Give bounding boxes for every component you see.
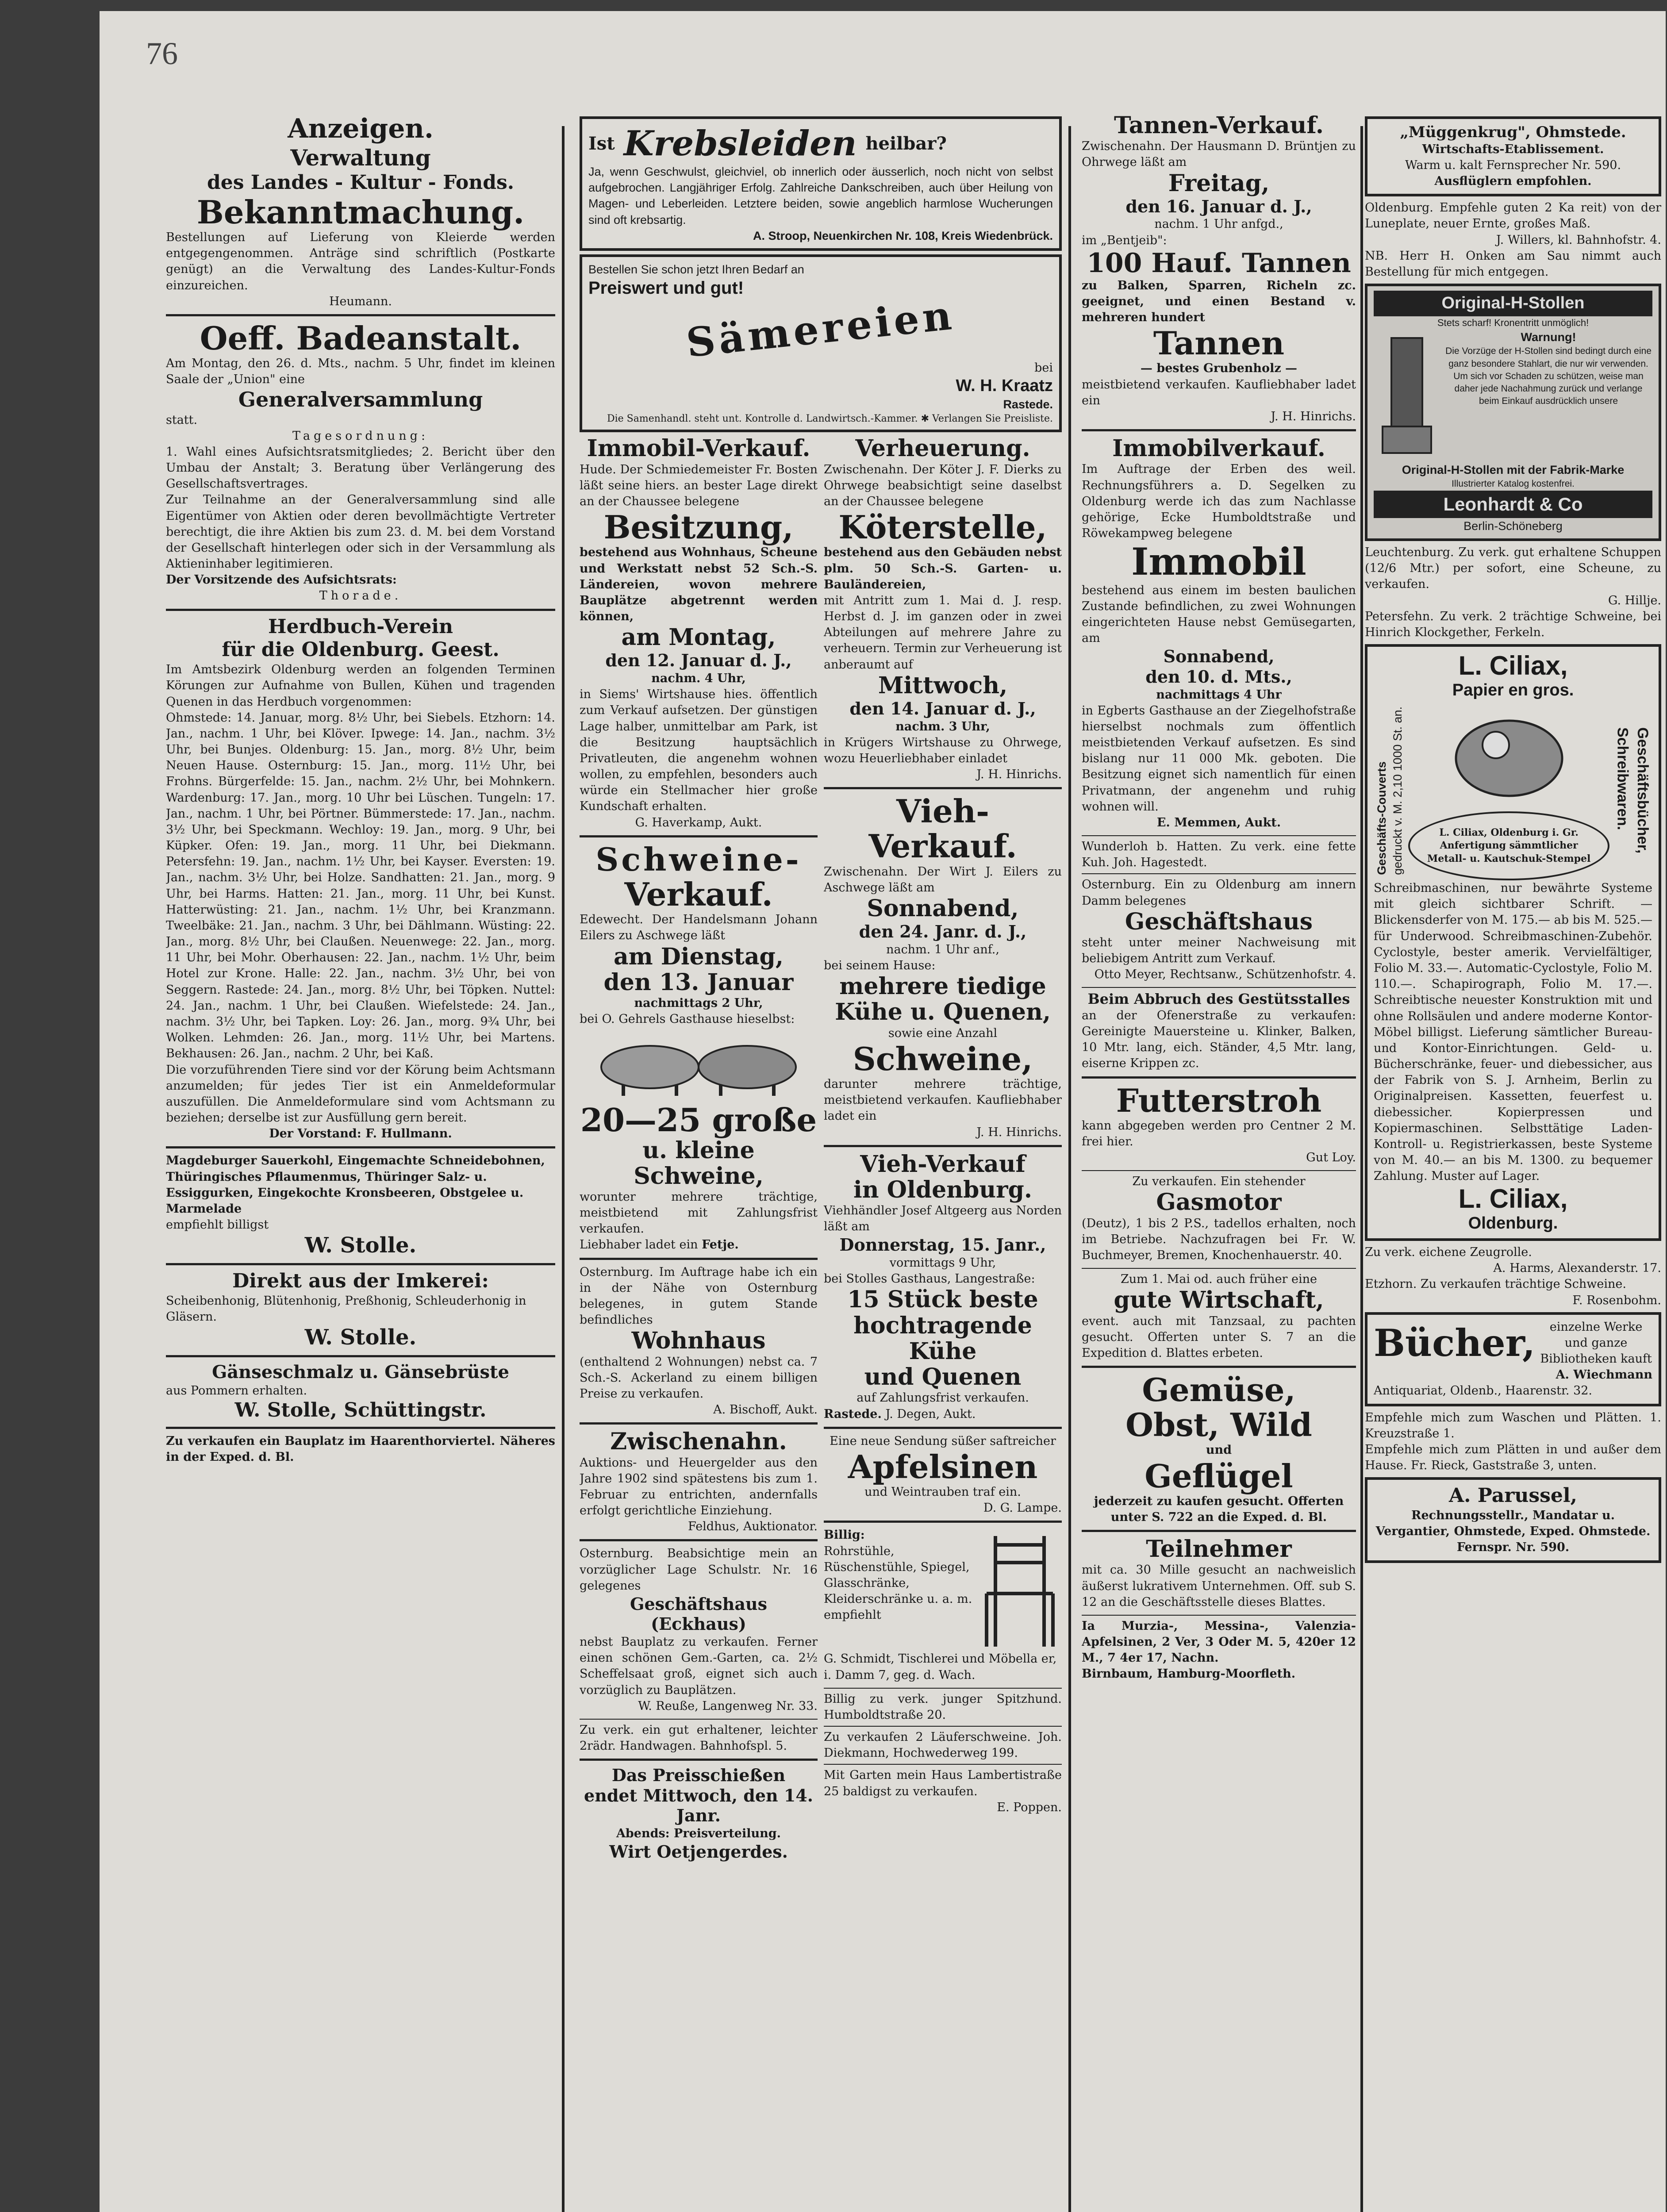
subcolumn-left <box>580 436 818 1866</box>
ad-text: Scheibenhonig, Blütenhonig, Preßhonig, Schleuderhonig in Gläsern. <box>166 1294 526 1324</box>
divider <box>1082 1268 1356 1269</box>
ad-signature: G. Hillje. <box>1608 593 1661 607</box>
divider <box>824 1427 1062 1429</box>
ad-text: Edewecht. Der Handelsmann Johann Eilers zu Aschwege läßt <box>580 913 818 943</box>
column-4 <box>1082 113 1356 2212</box>
herdbuch-ad <box>166 615 555 1142</box>
ad-headline: gute Wirtschaft, <box>1114 1286 1324 1314</box>
ad-headline: Verkauf. <box>624 875 773 913</box>
ad-text: Im Amtsbezirk Oldenburg werden an folgenden Terminen Körungen zur Aufnahme von Bullen, Kühen und tragenden Quenen in das Herdbuch vorgenommen: <box>166 663 555 709</box>
ad-headline: Geschäftshaus <box>1125 908 1313 935</box>
ad-footer: Die Samenhandl. steht unt. Kontrolle d. Landwirtsch.-Kammer. ✱ Verlangen Sie Preisliste. <box>607 413 1053 424</box>
ad-date: Freitag, <box>1168 169 1270 197</box>
ad-text: mit ca. 30 Mille gesucht an nachweislich äußerst lukrativem Unternehmen. Off. sub S. 12 an die Geschäftsstelle dieses Blattes. <box>1082 1563 1356 1609</box>
ad-signature: Gut Loy. <box>1306 1151 1356 1165</box>
haus-ad: Mit Garten mein Haus Lambertistraße 25 baldigst zu verkaufen. <box>824 1768 1062 1798</box>
seal-text: L. Ciliax, Oldenburg i. Gr. Anfertigung sämmtlicher Metall- u. Kautschuk-Stempel <box>1427 826 1591 864</box>
ad-text: meistbietend verkaufen. Kaufliebhaber ladet ein <box>1082 377 1356 407</box>
ad-vertical-text: Schreibwaren. <box>1614 727 1631 830</box>
plaetten-ad: Empfehle mich zum Plätten in und außer dem Hause. Fr. Rieck, Gaststraße 3, unten. <box>1365 1442 1661 1473</box>
ad-text: Illustrierter Katalog kostenfrei. <box>1452 479 1575 489</box>
divider <box>1082 1615 1356 1616</box>
stolle-ad-3 <box>166 1362 555 1422</box>
ad-date: den 13. Januar <box>603 968 794 996</box>
ad-signature: W. Reuße, Langenweg Nr. 33. <box>638 1699 818 1713</box>
ad-signature: W. Stolle, Schüttingstr. <box>234 1398 487 1421</box>
ad-text: bei seinem Hause: <box>824 958 936 972</box>
ad-signature-name: Thorade. <box>319 589 402 603</box>
ad-heading: „Müggenkrug", Ohmstede. <box>1400 123 1626 141</box>
horseshoe-stud-illustration <box>1374 329 1440 462</box>
ad-text: bestehend aus einem im besten baulichen Zustande befindlichen, zu zwei Wohnungen eingerichteten Hause nebst Gemüsegarten, am <box>1082 583 1356 645</box>
ad-text: Original-H-Stollen mit der Fabrik-Marke <box>1402 463 1625 477</box>
stolle-ad-2 <box>166 1270 555 1351</box>
ad-signature: J. H. Hinrichs. <box>976 1125 1062 1139</box>
ad-text: darunter mehrere trächtige, meistbietend verkaufen. Kaufliebhaber ladet ein <box>824 1077 1062 1123</box>
column-rule <box>1360 126 1363 2212</box>
futterstroh-ad <box>1082 1083 1356 1166</box>
ad-pre: Ist <box>588 133 615 154</box>
ad-text: Zu verkaufen. Ein stehender <box>1132 1175 1306 1189</box>
wirtschaft-ad <box>1082 1271 1356 1361</box>
heu-ad: Oldenburg. Empfehle guten 2 Ka reit) von der Luneplate, neuer Ernte, großes Maß. <box>1365 201 1661 231</box>
ad-date: am Montag, <box>621 624 776 651</box>
ad-headline: Obst, Wild <box>1125 1406 1312 1444</box>
ad-text: Die Vorzüge der H-Stollen sind bedingt durch eine ganz besondere Stahlart, die nur wir verwenden. Um sich vor Schaden zu schützen, weise man daher jede Nachahmung zurück und verlange beim Einkauf ausdrücklich unsere <box>1445 346 1652 406</box>
ad-headline: mehrere tiedige <box>839 973 1046 1000</box>
ad-signature: Fetje. <box>702 1238 739 1252</box>
ad-heading: Immobil-Verkauf. <box>587 435 810 462</box>
divider <box>1082 1076 1356 1079</box>
ad-text: und Weintrauben traf ein. <box>864 1485 1021 1499</box>
immobil-verkauf-ad <box>580 436 818 830</box>
vieh-verkauf-ad-1 <box>824 794 1062 1140</box>
column-5 <box>1365 113 1661 2212</box>
ad-place: Rastede. <box>1003 397 1053 411</box>
ad-vertical-text: gedruckt v. M. 2,10 1000 St. an. <box>1391 706 1405 875</box>
ad-text: Auktions- und Heuergelder aus den Jahre 1902 sind spätestens bis zum 1. Februar zu entrichten, andernfalls erfolgt gerichtliche Einziehung. <box>580 1455 818 1518</box>
ad-headline: 20—25 große <box>580 1101 817 1139</box>
chair-illustration <box>978 1527 1062 1651</box>
ad-text: kann abgegeben werden pro Centner 2 M. frei hier. <box>1082 1118 1356 1148</box>
ad-text: (Deutz), 1 bis 2 P.S., tadellos erhalten, noch im Betriebe. Nachzufragen bei Fr. W. Buchmeyer, Bremen, Knochenhauerstr. 40. <box>1082 1216 1356 1263</box>
divider <box>166 1146 555 1148</box>
etzhorn-ad: Etzhorn. Zu verkaufen trächtige Schweine. <box>1365 1277 1626 1291</box>
divider <box>824 1688 1062 1689</box>
ad-place: Rastede. <box>824 1407 882 1421</box>
ad-text: aus Pommern erhalten. <box>166 1383 307 1398</box>
ad-headline: Geflügel <box>1145 1457 1293 1495</box>
ad-text: Ja, wenn Geschwulst, gleichviel, ob innerlich oder äusserlich, noch nicht von selbst aufgebrochen. Langjähriger Erfolg. Zahlreiche Dankschreiben, auch über Heilung von Magen- und Leberleiden. Letztere beiden, sowie angeblich harmlose Wucherungen sind oft krebsartig. <box>588 165 1053 227</box>
column-1 <box>166 113 555 2212</box>
ad-headline: endet Mittwoch, den 14. Janr. <box>584 1785 813 1826</box>
ads-title: Anzeigen. <box>288 113 434 144</box>
ad-text: Zum 1. Mai od. auch früher eine <box>1120 1272 1317 1286</box>
divider <box>1082 1530 1356 1532</box>
ad-text: Zwischenahn. Der Hausmann D. Brüntjen zu Ohrwege läßt am <box>1082 139 1356 169</box>
ad-headline: Apfelsinen <box>848 1448 1038 1486</box>
ad-text: Hude. Der Schmiedemeister Fr. Bosten läßt seine hiers. an bester Lage direkt an der Chaussee belegene <box>580 462 818 509</box>
ad-headline: Schweine, <box>853 1040 1033 1078</box>
ad-text: Ausflüglern empfohlen. <box>1434 174 1592 188</box>
divider <box>580 835 818 837</box>
laeuferschweine-ad: Zu verkaufen 2 Läuferschweine. Joh. Diekmann, Hochwederweg 199. <box>824 1730 1062 1760</box>
ad-text: und <box>1206 1443 1232 1457</box>
ad-heading: Beim Abbruch des Gestütsstalles <box>1087 991 1350 1008</box>
ad-signature: J. H. Hinrichs. <box>976 768 1062 782</box>
krebs-ad <box>580 116 1062 251</box>
spitzhund-ad: Billig zu verk. junger Spitzhund. Humboldtstraße 20. <box>824 1692 1062 1722</box>
ad-text: in Krügers Wirtshause zu Ohrwege, wozu Heuerliebhaber einladet <box>824 735 1062 765</box>
ad-time: nachm. 4 Uhr, <box>651 672 746 686</box>
divider <box>166 1427 555 1429</box>
ad-headline: Besitzung, <box>603 508 794 546</box>
petersfehn-ad: Petersfehn. Zu verk. 2 trächtige Schweine, bei Hinrich Klockgether, Ferkeln. <box>1365 609 1661 639</box>
ciliax-ad <box>1365 644 1661 1241</box>
ad-signature: Birnbaum, Hamburg-Moorfleth. <box>1082 1667 1296 1681</box>
immobilverkauf-ad <box>1082 436 1356 831</box>
ad-headline: Vieh-Verkauf <box>860 1150 1026 1178</box>
ad-text: bestehend aus den Gebäuden nebst plm. 50 Sch.-S. Garten- u. Bauländereien, <box>824 545 1062 591</box>
rhinoceros-illustration <box>1443 705 1575 807</box>
ad-headline: hochtragende Kühe <box>853 1312 1032 1365</box>
ad-subheading: Papier en gros. <box>1452 681 1574 700</box>
bauplatz-ad: Zu verkaufen ein Bauplatz im Haarenthorviertel. Näheres in der Exped. d. Bl. <box>166 1434 555 1464</box>
ad-headline: Kühe u. Quenen, <box>835 998 1051 1026</box>
ad-text: Eine neue Sendung süßer saftreicher <box>830 1434 1056 1448</box>
divider <box>824 1726 1062 1727</box>
ad-signature: W. Stolle. <box>304 1233 417 1258</box>
ad-subheading: Wirtschafts-Etablissement. <box>1422 142 1604 156</box>
ad-text: Liebhaber ladet ein <box>580 1238 698 1252</box>
ad-subheading: Generalversammlung <box>238 388 483 412</box>
ad-date: Mittwoch, <box>878 672 1008 699</box>
ad-text: Osternburg. Beabsichtige mein an vorzüglicher Lage Schulstr. Nr. 16 gelegenes <box>580 1547 818 1593</box>
ad-text: — bestes Grubenholz — <box>1140 361 1298 376</box>
ad-text: Zwischenahn. Der Wirt J. Eilers zu Aschwege läßt am <box>824 864 1062 895</box>
ad-headline: Schweine- <box>595 840 802 878</box>
geschaeftshaus-ad <box>1082 877 1356 983</box>
ad-headline: Tannen <box>1153 324 1285 362</box>
divider <box>1082 873 1356 874</box>
stamp-seal <box>1408 811 1609 880</box>
ad-headline: Teilnehmer <box>1146 1536 1292 1563</box>
org-line: Verwaltung <box>290 145 431 171</box>
ad-headline: und Quenen <box>864 1363 1022 1391</box>
saemereien-ad <box>580 254 1062 433</box>
divider <box>1082 1366 1356 1368</box>
ad-text: Abends: Preisverteilung. <box>616 1827 781 1841</box>
ad-vertical-text: Geschäfts-Couverts <box>1375 761 1388 875</box>
osternburg-haus-ad <box>580 1546 818 1714</box>
ad-text: mit Antritt zum 1. Mai d. J. resp. Herbst d. J. im ganzen oder in zwei Abteilungen auf mehrere Jahre zu verheuern. Termin zur Verheuerung ist anberaumt auf <box>824 593 1062 672</box>
ad-signature: J. Degen, Aukt. <box>885 1407 976 1421</box>
ad-text: steht unter meiner Nachweisung mit beliebigem Antritt zum Verkauf. <box>1082 935 1356 966</box>
ad-text: (enthaltend 2 Wohnungen) nebst ca. 7 Sch.-S. Ackerland zu einem billigen Preise zu verkaufen. <box>580 1355 818 1401</box>
ad-company: W. H. Kraatz <box>956 376 1053 396</box>
ad-text: in Egberts Gasthause an der Ziegelhofstraße hierselbst nochmals zum öffentlich meistbietenden Verkauf aufsetzen. Es sind bislang nur 11 000 Mk. geboten. Die Besitzung eignet sich namentlich für einen Privatmann, der angenehm und ruhig wohnen will. <box>1082 703 1356 814</box>
stolle-ad-1 <box>166 1153 555 1258</box>
ad-text: zu Balken, Sparren, Richeln zc. geeignet, und einen Bestand v. mehreren hundert <box>1082 278 1356 325</box>
ad-headline: u. kleine Schweine, <box>634 1137 764 1190</box>
ad-headline: A. Parussel, <box>1449 1484 1577 1507</box>
ad-signature: W. Stolle. <box>304 1325 417 1350</box>
agenda-title: Tagesordnung: <box>292 429 429 443</box>
ad-headline: Bücher, <box>1374 1321 1536 1365</box>
ad-text: Osternburg. Im Auftrage habe ich ein in der Nähe von Osternburg belegenes, in gutem Stande befindliches <box>580 1265 818 1327</box>
verheuerung-ad <box>824 436 1062 783</box>
ad-date: den 10. d. Mts., <box>1145 666 1292 687</box>
ad-time: nachm. 1 Uhr anfgd., <box>1154 217 1283 231</box>
ad-time: nachm. 1 Uhr anf., <box>886 942 999 956</box>
notice-heading: Bekanntmachung. <box>196 193 525 231</box>
ad-address: Antiquariat, Oldenb., Haarenstr. 32. <box>1374 1384 1593 1398</box>
ad-text: bei Stolles Gasthaus, Langestraße: <box>824 1272 1035 1286</box>
divider <box>580 1539 818 1541</box>
ads-two-column <box>580 436 1062 1866</box>
notice-ad <box>166 113 555 310</box>
wunderloh-ad: Wunderloh b. Hatten. Zu verk. eine fette Kuh. Joh. Hagestedt. <box>1082 840 1356 870</box>
billig-ad <box>824 1527 1062 1683</box>
gasmotor-ad <box>1082 1174 1356 1263</box>
agenda-text: 1. Wahl eines Aufsichtsratsmitgliedes; 2. Bericht über den Umbau der Anstalt; 3. Beratung über Verlängerung des Gesellschaftsvertrages. <box>166 445 555 491</box>
ad-place: Berlin-Schöneberg <box>1463 519 1563 533</box>
ad-text: Osternburg. Ein zu Oldenburg am innern Damm belegenes <box>1082 878 1356 908</box>
ad-signature: Feldhus, Auktionator. <box>688 1520 818 1534</box>
ad-signature: F. Rosenbohm. <box>1572 1293 1661 1307</box>
ad-headline: Köterstelle, <box>838 508 1047 546</box>
ad-signature: D. G. Lampe. <box>983 1501 1062 1515</box>
ad-text: Zur Teilnahme an der Generalversammlung sind alle Eigentümer von Aktien oder deren bevollmächtigte Vertreter berechtigt, die ihre Aktien bis zum 23. d. M. bei dem Vorstand der Gesellschaft hinterlegen oder sich in der Versammlung als Aktieninhaber legitimieren. <box>166 493 555 571</box>
ad-text: bestehend aus Wohnhaus, Scheune und Werkstatt nebst 52 Sch.-S. Ländereien, wovon mehrere Bauplätze abgetrennt werden können, <box>580 545 818 624</box>
ad-text: event. auch mit Tanzsaal, zu pachten gesucht. Offerten unter S. 7 an die Expedition d. Blattes erbeten. <box>1082 1314 1356 1360</box>
divider <box>166 609 555 611</box>
ad-text: empfiehlt billigst <box>166 1218 269 1232</box>
divider <box>166 1355 555 1357</box>
ad-heading: Gänseschmalz u. Gänsebrüste <box>212 1361 509 1382</box>
notice-signature: Heumann. <box>329 294 392 308</box>
ad-headline: Geschäftshaus (Eckhaus) <box>630 1594 767 1634</box>
ad-text: im „Bentjeib": <box>1082 233 1167 247</box>
ad-time: nachm. 3 Uhr, <box>895 719 990 733</box>
ad-text: sowie eine Anzahl <box>888 1026 998 1040</box>
ad-subheading: für die Oldenburg. Geest. <box>222 638 499 661</box>
ad-signature: G. Haverkamp, Aukt. <box>635 815 762 830</box>
divider <box>580 1422 818 1425</box>
ad-heading: Warnung! <box>1521 330 1576 344</box>
ad-text: Schreibmaschinen, nur bewährte Systeme mit gleich sichtbarer Schrift. — Blickensderfer von M. 175.— ab bis M. 525.— für Underwood. Schreibmaschinen-Zubehör. Cyclostyle, bester amerik. Vervielfältiger, Folio M. 33.—. Automatic-Cyclostyle, Folio M. 110.—. Schapirograph, Folio M. 17.—. Schreibtische neuester Konstruktion mit und ohne Rollsäulen und andere moderne Kontor-Möbel billigst. Lieferung sämtlicher Bureau- und Kontor-Einrichtungen. Geld- u. Bücherschränke, feuer- und diebessicher, aus der Fabrik von S. J. Arnheim, Berlin zu Originalpreisen. Kassetten, feuerfest u. diebessicher. Kopierpressen und Kopiermaschinen. Selbsttätige Laden-Kontroll- u. Registrierkassen, beste Systeme von M. 40.— an bis M. 1300. zu bequemer Zahlung. Muster auf Lager. <box>1374 881 1652 1183</box>
ad-place: Oldenburg. <box>1468 1214 1558 1233</box>
divider <box>824 1145 1062 1147</box>
zeugrolle-ad: Zu verk. eichene Zeugrolle. <box>1365 1245 1532 1259</box>
waschen-ad: Empfehle mich zum Waschen und Plätten. 1. Kreuzstraße 1. <box>1365 1410 1661 1440</box>
ad-headline: Sämereien <box>684 292 957 367</box>
teilnehmer-ad <box>1082 1536 1356 1610</box>
pig-illustration <box>588 1032 809 1098</box>
murcia-ad <box>1082 1618 1356 1682</box>
ad-headline: Das Preisschießen <box>611 1765 786 1786</box>
ad-signature: G. Schmidt, Tischlerei und Möbella er, <box>824 1652 1057 1666</box>
ad-post: heilbar? <box>865 133 947 154</box>
page-number: 76 <box>146 36 178 71</box>
ad-text: Die vorzuführenden Tiere sind vor der Körung beim Achtsmann anzumelden; für jedes Tier ist ein Anmeldeformular auszufüllen. Die Anmeldeformulare sind vom Achtsmann zu beziehen; derselbe ist zur Ausfüllung gern bereit. <box>166 1063 555 1125</box>
ad-signature: E. Poppen. <box>997 1800 1062 1814</box>
ad-date: den 14. Januar d. J., <box>849 698 1036 718</box>
ad-text: einzelne Werke und ganze Bibliotheken kauft <box>1540 1320 1652 1366</box>
ad-company: Leonhardt & Co <box>1374 491 1652 518</box>
ad-slogan: Preiswert und gut! <box>588 278 744 298</box>
ad-text: jederzeit zu kaufen gesucht. Offerten unter S. 722 an die Exped. d. Bl. <box>1094 1494 1344 1525</box>
divider <box>580 1719 818 1720</box>
ad-date: Sonnabend, <box>1163 646 1275 667</box>
ad-text: bei O. Gehrels Gasthause hieselbst: <box>580 1012 795 1026</box>
column-rule <box>562 126 565 2212</box>
product-list: Magdeburger Sauerkohl, Eingemachte Schneidebohnen, Thüringisches Pflaumenmus, Thüringer Salz- u. Essiggurken, Eingekochte Kronsbeeren, Obstgelee u. Marmelade <box>166 1154 545 1216</box>
divider <box>1082 429 1356 431</box>
ad-heading: Billig: <box>824 1528 865 1542</box>
ad-text: Rechnungsstellr., Mandatar u. Vergantier, Ohmstede, Exped. Ohmstede. Fernspr. Nr. 590. <box>1375 1509 1651 1555</box>
zwischenahn-ad <box>580 1429 818 1535</box>
ad-heading: Oeff. Badeanstalt. <box>200 319 522 357</box>
handwagen-ad: Zu verk. ein gut erhaltener, leichter 2rädr. Handwagen. Bahnhofspl. 5. <box>580 1723 818 1753</box>
ad-text: auf Zahlungsfrist verkaufen. <box>857 1391 1029 1405</box>
ad-date: Donnerstag, 15. Janr., <box>839 1235 1046 1255</box>
ad-date: am Dienstag, <box>613 943 784 970</box>
subcolumn-right <box>824 436 1062 1866</box>
ad-headline: Krebsleiden <box>623 123 857 164</box>
ad-text: Rohrstühle, Rüschenstühle, Spiegel, Glasschränke, Kleiderschränke u. a. m. empfiehlt <box>824 1544 972 1622</box>
schedule-text: Ohmstede: 14. Januar, morg. 8½ Uhr, bei Siebels. Etzhorn: 14. Jan., nachm. 1 Uhr, bei Klöver. Ipwege: 14. Jan., nachm. 3½ Uhr, bei Bunjes. Oldenburg: 15. Jan., morg. 8½ Uhr, beim Neuen Hause. Osternburg: 15. Jan., morg. 11½ Uhr, bei Frohns. Bürgerfelde: 15. Jan., nachm. 2½ Uhr, bei Mohnkern. Wardenburg: 17. Jan., morg. 10 Uhr bei Lüschen. Tungeln: 17. Jan., nachm. 1 Uhr, bei Pörtner. Bümmerstede: 17. Jan., nachm. 3½ Uhr, bei Speckmann. Wechloy: 19. Jan., morg. 9 Uhr, bei Küpker. Ofen: 19. Jan., morg. 11 Uhr, bei Diekmann. Petersfehn: 19. Jan., nachm. 1½ Uhr, bei Kayser. Eversten: 19. Jan., nachm. 3½ Uhr, bei Holze. Sandhatten: 21. Jan., morg. 9 Uhr, bei Harms. Hatten: 21. Jan., morg. 11 Uhr, bei Kunst. Hatterwüsting: 21. Jan., nachm. 1½ Uhr, bei Kranzmann. Tweelbäke: 21. Jan., nachm. 3 Uhr, bei Dählmann. Wüsting: 22. Jan., morg. 8½ Uhr, bei Claußen. Neuenwege: 22. Jan., morg. 11 Uhr, bei Mohr. Oberhausen: 22. Jan., nachm. 1½ Uhr, beim Hotel zur Krone. Halle: 22. Jan., nachm. 3½ Uhr, bei von Seggern. Rastede: 24. Jan., morg. 8½ Uhr, bei Töpken. Nuttel: 24. Jan., nachm. 1 Uhr, bei Claußen. Wiefelstede: 24. Jan., nachm. 3½ Uhr, bei Tapken. Loy: 26. Jan., morg. 9¾ Uhr, bei Wolken. Lehmden: 26. Jan., morg. 11½ Uhr, bei Martens. Bekhausen: 26. Jan., nachm. 2 Uhr, bei Kaß. <box>166 710 555 1061</box>
notice-text: Bestellungen auf Lieferung von Kleierde werden entgegengenommen. Anträge sind schriftlich (Postkarte genügt) an die Verwaltung des Landes-Kultur-Fonds einzureichen. <box>166 230 555 292</box>
newspaper-page <box>100 11 1666 2212</box>
ad-time: nachmittags 2 Uhr, <box>634 996 763 1010</box>
divider <box>1082 835 1356 836</box>
ad-heading: Tannen-Verkauf. <box>1114 113 1324 139</box>
divider <box>824 1764 1062 1765</box>
ad-text: bei <box>1034 361 1053 375</box>
divider <box>824 787 1062 789</box>
divider <box>580 1258 818 1260</box>
badeanstalt-ad <box>166 321 555 604</box>
ad-text: statt. <box>166 413 198 427</box>
ad-text: Im Auftrage der Erben des weil. Rechnungsführers a. D. Segelken zu Oldenburg werde ich das zum Nachlasse gehörige, Ecke Humboldtstraße und Röwekampweg belegene <box>1082 462 1356 541</box>
ad-signature: A. Wiechmann <box>1556 1368 1652 1382</box>
ad-subheading: Stets scharf! Kronentritt unmöglich! <box>1437 317 1589 328</box>
buecher-ad <box>1365 1312 1661 1406</box>
ad-headline: Futterstroh <box>1116 1081 1322 1119</box>
ad-heading: Immobilverkauf. <box>1112 435 1325 462</box>
ad-signature: Der Vorsitzende des Aufsichtsrats: <box>166 573 397 587</box>
ad-headline: Immobil <box>1131 540 1306 584</box>
ad-signature: Otto Meyer, Rechtsanw., Schützenhofstr. 4. <box>1094 968 1356 982</box>
preisschiessen-ad <box>580 1765 818 1862</box>
divider <box>166 314 555 316</box>
ad-time: nachmittags 4 Uhr <box>1156 687 1282 702</box>
ad-heading: Original-H-Stollen <box>1374 291 1652 316</box>
ad-text: Bestellen Sie schon jetzt Ihren Bedarf an <box>588 262 804 276</box>
ad-signature: A. Bischoff, Aukt. <box>713 1403 818 1417</box>
tannen-ad <box>1082 113 1356 425</box>
ad-headline: L. Ciliax, <box>1458 651 1568 681</box>
ad-date: Sonnabend, <box>867 895 1019 922</box>
ad-date: den 16. Januar d. J., <box>1125 196 1312 216</box>
ad-time: vormittags 9 Uhr, <box>889 1256 996 1270</box>
divider <box>824 1521 1062 1523</box>
ad-headline: Wohnhaus <box>631 1327 766 1355</box>
parussel-ad <box>1365 1477 1661 1563</box>
ad-headline: in Oldenburg. <box>853 1176 1032 1203</box>
ad-text: Viehhändler Josef Altgeerg aus Norden läßt am <box>824 1204 1062 1234</box>
ad-text: an der Ofenerstraße zu verkaufen: Gereinigte Mauersteine u. Klinker, Balken, 10 Mtr. lang, eich. Ständer, 4,5 Mtr. lang, eiserne Krippen zc. <box>1082 1008 1356 1071</box>
column-rule <box>1068 126 1071 2212</box>
osternburg-wohnhaus-ad <box>580 1264 818 1418</box>
ad-headline: 100 Hauf. Tannen <box>1087 247 1351 279</box>
ad-date: den 12. Januar d. J., <box>605 650 792 671</box>
divider <box>1082 987 1356 988</box>
ad-contact: A. Stroop, Neuenkirchen Nr. 108, Kreis Wiedenbrück. <box>753 229 1053 242</box>
divider <box>1082 1170 1356 1171</box>
stollen-ad <box>1365 284 1661 541</box>
abbruch-ad <box>1082 991 1356 1071</box>
ad-text: Am Montag, den 26. d. Mts., nachm. 5 Uhr, findet im kleinen Saale der „Union" eine <box>166 357 555 387</box>
ad-text: Warm u. kalt Fernsprecher Nr. 590. <box>1405 158 1621 172</box>
leuchtenburg-ad: Leuchtenburg. Zu verk. gut erhaltene Schuppen (12/6 Mtr.) per sofort, eine Scheune, zu verkaufen. <box>1365 545 1661 591</box>
ad-signature: Der Vorstand: F. Hullmann. <box>269 1127 452 1141</box>
gemuese-ad <box>1082 1372 1356 1525</box>
ad-headline: Gasmotor <box>1156 1189 1282 1216</box>
ad-text: nebst Bauplatz zu verkaufen. Ferner einen schönen Gem.-Garten, ca. 2½ Scheffelsaat groß, eignet sich auch vorzüglich zu Bauplätzen. <box>580 1635 818 1697</box>
vieh-verkauf-ad-2 <box>824 1152 1062 1422</box>
muggenkrug-ad <box>1365 116 1661 196</box>
ad-headline: 15 Stück beste <box>847 1286 1038 1313</box>
ad-text: NB. Herr H. Onken am Sau nimmt auch Bestellung für mich entgegen. <box>1365 249 1661 279</box>
schweine-ad <box>580 842 818 1253</box>
ad-signature: J. H. Hinrichs. <box>1271 409 1356 423</box>
ad-text: Zwischenahn. Der Köter J. F. Dierks zu Ohrwege beabsichtigt seine daselbst an der Chaussee belegene <box>824 462 1062 509</box>
ad-signature: A. Harms, Alexanderstr. 17. <box>1493 1261 1661 1275</box>
ad-headline: Vieh-Verkauf. <box>868 792 1017 865</box>
org-line: des Landes - Kultur - Fonds. <box>207 171 515 194</box>
ad-heading: Verheuerung. <box>855 435 1030 462</box>
divider <box>166 1263 555 1265</box>
ad-heading: Herdbuch-Verein <box>268 615 453 638</box>
ad-vertical-text: Geschäftsbücher, <box>1634 727 1651 854</box>
ad-text: in Siems' Wirtshause hies. öffentlich zum Verkauf aufsetzen. Der günstigen Lage halber, unmittelbar am Park, ist die Besitzung hauptsächlich Privatleuten, die angenehm wohnen wollen, zu empfehlen, besonders auch würde ein Stellmacher hier große Kundschaft erhalten. <box>580 687 818 814</box>
ad-heading: Direkt aus der Imkerei: <box>232 1269 489 1292</box>
ad-headline: Gemüse, <box>1142 1371 1296 1409</box>
column-2-3 <box>580 113 1062 2212</box>
ad-address: i. Damm 7, geg. d. Wach. <box>824 1668 976 1682</box>
ad-company: L. Ciliax, <box>1458 1184 1568 1214</box>
apfelsinen-ad <box>824 1433 1062 1517</box>
ad-headline: Zwischenahn. <box>610 1428 787 1455</box>
ad-text: worunter mehrere trächtige, meistbietend mit Zahlungsfrist verkaufen. <box>580 1190 818 1236</box>
ad-signature: J. Willers, kl. Bahnhofstr. 4. <box>1496 233 1661 247</box>
divider <box>580 1759 818 1761</box>
ad-text: Ia Murzia-, Messina-, Valenzia-Apfelsinen, 2 Ver, 3 Oder M. 5, 420er 12 M., 7 4er 17, Nachn. <box>1082 1619 1356 1665</box>
ad-signature: Wirt Oetjengerdes. <box>609 1842 788 1862</box>
ad-signature: E. Memmen, Aukt. <box>1156 815 1281 830</box>
ad-date: den 24. Janr. d. J., <box>859 922 1027 942</box>
